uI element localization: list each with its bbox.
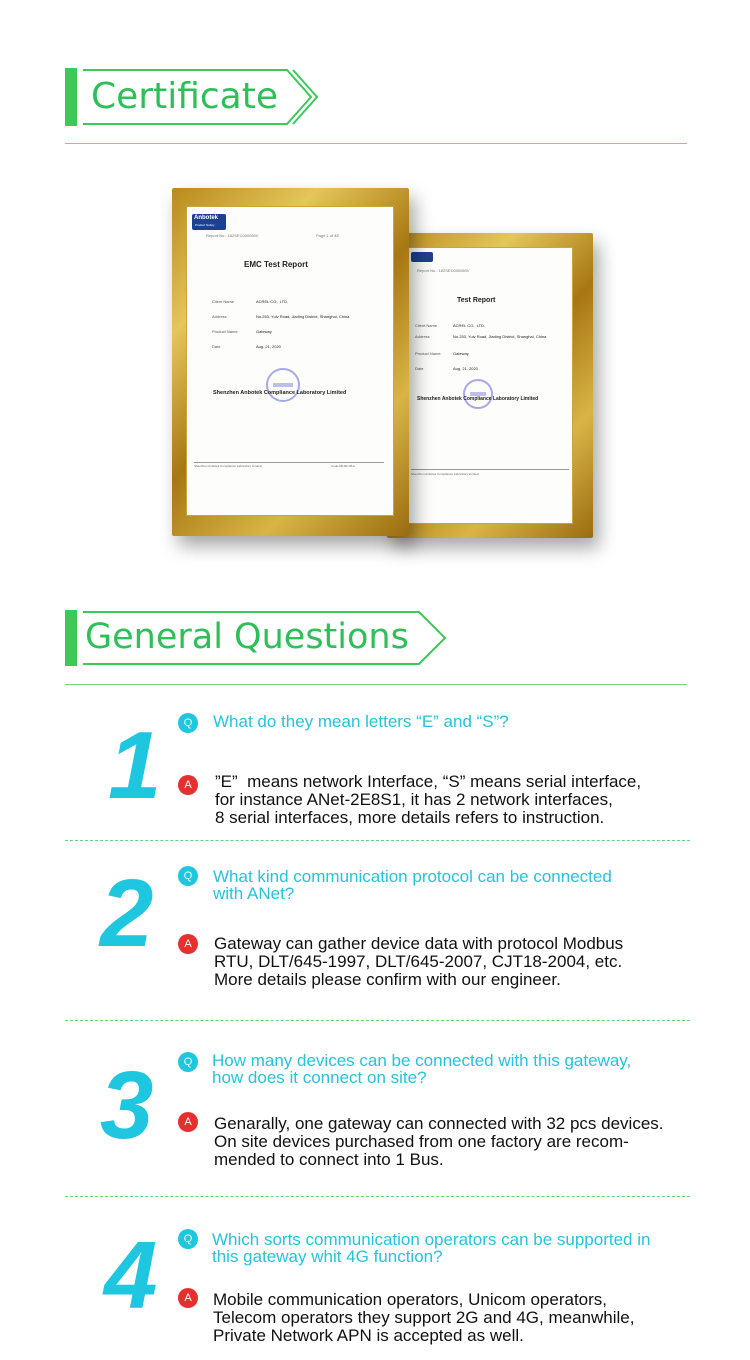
- address-value: No.253, Yulv Road, Jiading District, Shanghai, China: [256, 314, 350, 319]
- report-number: Report No.: 182SEC000080V: [206, 233, 259, 238]
- certificate-frame-right: [387, 233, 593, 538]
- faq-number: 2: [100, 860, 154, 967]
- lab-name: Shenzhen Anbotek Compliance Laboratory Limited: [417, 396, 539, 402]
- footer-lab: Shenzhen Anbotek Compliance Laboratory Limited: [194, 464, 262, 468]
- footer-lab: Shenzhen Anbotek Compliance Laboratory Limited: [411, 472, 479, 476]
- footer-code: Code:AB-RF-05-b: [331, 464, 356, 468]
- faq-separator: [65, 1020, 690, 1021]
- anbotek-logo-text: Anbotek: [194, 215, 218, 221]
- faq-number: 3: [100, 1052, 154, 1159]
- report-title: Test Report: [457, 297, 496, 304]
- section-accent-bar: [65, 68, 77, 126]
- faq-divider: [65, 684, 687, 685]
- certificate-section-header: [65, 68, 325, 128]
- date-label: Date: [415, 366, 424, 371]
- report-number: Report No.: 182SEC000080V: [417, 268, 470, 273]
- product-value: Gateway: [453, 351, 469, 356]
- product-value: Gateway: [256, 329, 272, 334]
- answer-badge: A: [178, 1288, 198, 1308]
- faq-separator: [65, 1196, 690, 1197]
- product-label: Product Name: [212, 329, 238, 334]
- answer-badge: A: [178, 934, 198, 954]
- certificate-title: Certificate: [91, 76, 278, 117]
- answer-text: Mobile communication operators, Unicom operators, Telecom operators they support 2G and 4G, meanwhile, Private Network APN is accepted as well.: [213, 1290, 635, 1345]
- address-label: Address: [212, 314, 227, 319]
- answer-text: Gateway can gather device data with protocol Modbus RTU, DLT/645-1997, DLT/645-2007, CJT18-2004, etc. More details please confirm with our engineer.: [214, 934, 624, 989]
- question-text: What kind communication protocol can be connected with ANet?: [213, 867, 612, 903]
- footer-line: [194, 462, 384, 463]
- certificate-divider: [65, 143, 687, 144]
- certificate-frame-left: [172, 188, 409, 536]
- question-text: Which sorts communication operators can be supported in this gateway whit 4G function?: [212, 1230, 651, 1266]
- question-text: How many devices can be connected with this gateway, how does it connect on site?: [212, 1051, 632, 1087]
- answer-badge: A: [178, 775, 198, 795]
- page-number: Page 1 of 48: [316, 233, 339, 238]
- faq-title: General Questions: [85, 617, 409, 657]
- client-label: Client Name: [212, 299, 235, 304]
- answer-text: ”E” means network Interface, “S” means serial interface, for instance ANet-2E8S1, it has 2 network interfaces, 8 serial interfaces, more details refers to instruction.: [215, 772, 642, 827]
- question-badge: Q: [178, 866, 198, 886]
- faq-number: 4: [104, 1222, 158, 1329]
- question-text: What do they mean letters “E” and “S”?: [213, 712, 509, 731]
- answer-text: Genarally, one gateway can connected with 32 pcs devices. On site devices purchased from one factory are recom- mended to connect into 1 Bus.: [214, 1114, 664, 1169]
- footer-line: [411, 469, 569, 470]
- date-value: Aug. 21, 2020: [453, 366, 478, 371]
- answer-badge: A: [178, 1112, 198, 1132]
- faq-section-header: [65, 610, 455, 668]
- product-label: Product Name: [415, 351, 441, 356]
- address-label: Address: [415, 334, 430, 339]
- lab-seal: [463, 379, 493, 409]
- client-value: ACREL CO., LTD.: [453, 323, 486, 328]
- certificate-paper-right: [407, 247, 573, 524]
- faq-separator: [65, 840, 690, 841]
- client-label: Client Name: [415, 323, 438, 328]
- faq-number: 1: [108, 712, 162, 819]
- question-badge: Q: [178, 1229, 198, 1249]
- lab-seal: [266, 368, 300, 402]
- certificate-paper-left: [186, 206, 394, 516]
- section-accent-bar: [65, 610, 77, 666]
- report-title: EMC Test Report: [244, 260, 308, 269]
- anbotek-logo-small: [411, 252, 433, 262]
- anbotek-logo: [192, 214, 226, 230]
- lab-name: Shenzhen Anbotek Compliance Laboratory Limited: [213, 390, 347, 396]
- question-badge: Q: [178, 1052, 198, 1072]
- address-value: No.253, Yulv Road, Jiading District, Shanghai, China: [453, 334, 547, 339]
- anbotek-logo-sub: Product Safety: [195, 223, 215, 227]
- client-value: ACREL CO., LTD.: [256, 299, 289, 304]
- date-value: Aug. 21, 2020: [256, 344, 281, 349]
- question-badge: Q: [178, 713, 198, 733]
- date-label: Date: [212, 344, 221, 349]
